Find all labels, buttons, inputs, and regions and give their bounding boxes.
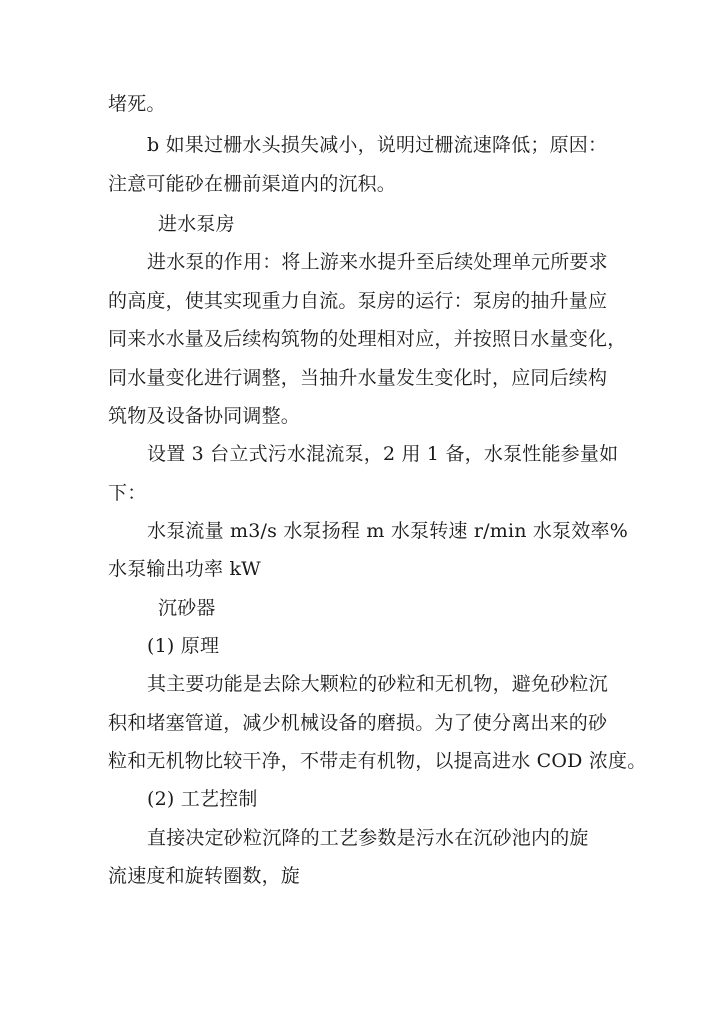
text-line: 同水量变化进行调整，当抽升水量发生变化时，应同后续构: [108, 367, 608, 389]
text-line: 流速度和旋转圈数，旋: [108, 865, 301, 887]
section-heading: 沉砂器: [158, 597, 216, 619]
text-line: b 如果过栅水头损失减小，说明过栅流速降低；原因：: [147, 134, 608, 156]
text-line: 其主要功能是去除大颗粒的砂粒和无机物，避免砂粒沉: [147, 673, 608, 695]
section-heading: 进水泵房: [158, 213, 235, 235]
text-line: 设置 3 台立式污水混流泵，2 用 1 备，水泵性能参量如: [147, 443, 619, 465]
text-line: 的高度，使其实现重力自流。泵房的运行：泵房的抽升量应: [108, 290, 608, 312]
text-line: 进水泵的作用：将上游来水提升至后续处理单元所要求: [147, 251, 608, 273]
text-line: 筑物及设备协同调整。: [108, 405, 301, 427]
text-line: 水泵输出功率 kW: [108, 558, 261, 580]
text-line: 堵死。: [108, 93, 166, 115]
text-line: 水泵流量 m3/s 水泵扬程 m 水泵转速 r/min 水泵效率%: [147, 520, 628, 542]
text-line: 积和堵塞管道，减少机械设备的磨损。为了使分离出来的砂: [108, 712, 608, 734]
subsection-heading: (2) 工艺控制: [147, 788, 258, 810]
text-line: 粒和无机物比较干净，不带走有机物，以提高进水 COD 浓度。: [108, 750, 647, 772]
text-line: 下：: [108, 482, 147, 504]
text-line: 同来水水量及后续构筑物的处理相对应，并按照日水量变化，: [108, 328, 627, 350]
text-line: 注意可能砂在栅前渠道内的沉积。: [108, 173, 397, 195]
text-line: 直接决定砂粒沉降的工艺参数是污水在沉砂池内的旋: [147, 827, 589, 849]
subsection-heading: (1) 原理: [147, 635, 220, 657]
